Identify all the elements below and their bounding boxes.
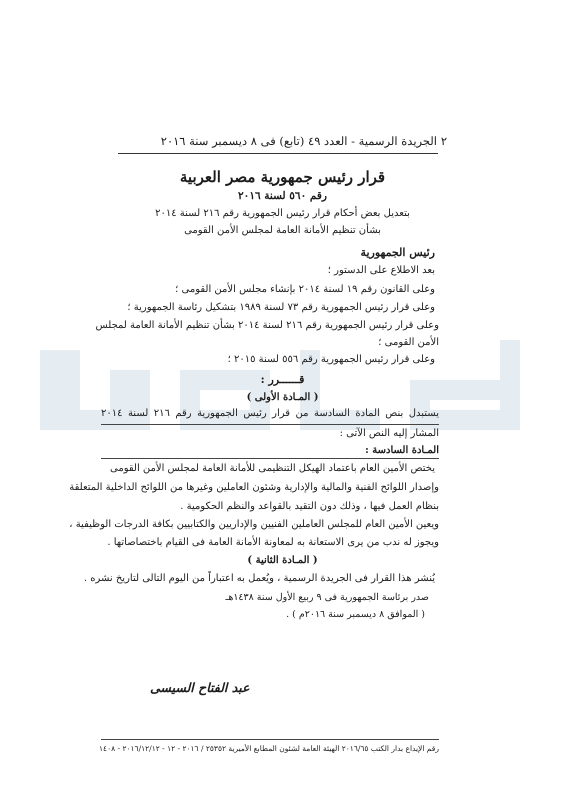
article-6-line: وإصدار اللوائح الفنية والمالية والإدارية وشئون العاملين وغيرها من اللوائح الداخلية المتعلقة <box>69 482 439 493</box>
decree-number: رقم ٥٦٠ لسنة ٢٠١٦ <box>238 190 327 202</box>
article-6-subheading: المـادة السادسة : <box>365 445 439 456</box>
article-2-heading: ( المـادة الثانية ) <box>247 555 318 566</box>
issued-line: ( الموافق ٨ ديسمبر سنة ٢٠١٦م ) . <box>286 609 425 620</box>
preamble-line: بعد الاطلاع على الدستور ؛ <box>327 265 435 276</box>
footer-deposit-number: رقم الإيداع بدار الكتب ٢٠١٦/٦٥ الهيئة العامة لشئون المطابع الأميرية ٢٥٣٥٢ / ٢٠١٦ - ١٢ - ٢٠١٦/١٢/١٢ - ١٤٠٨ <box>99 744 439 753</box>
article-1-heading: ( المـادة الأولى ) <box>246 392 319 403</box>
signature: عبد الفتاح السيسى <box>150 680 250 695</box>
header-rule <box>118 153 438 154</box>
article-2-text: يُنشر هذا القرار فى الجريدة الرسمية ، ويُعمل به اعتباراً من اليوم التالى لتاريخ نشره . <box>83 573 435 584</box>
running-head-text: الجريدة الرسمية - العدد ٤٩ (تابع) فى ٨ ديسمبر سنة ٢٠١٦ <box>160 134 437 148</box>
article-1-line: يستبدل بنص المادة السادسة من قرار رئيس الجمهورية رقم ٢١٦ لسنة ٢٠١٤ <box>101 408 439 419</box>
decree-title: قرار رئيس جمهورية مصر العربية <box>179 168 386 186</box>
underline-rule <box>101 458 439 459</box>
running-header <box>117 134 447 148</box>
underline-rule <box>101 424 439 425</box>
article-6-line: ويعين الأمين العام للمجلس العاملين الفنيين والإداريين والكتابيين بكافة الدرجات الوظيفية ، <box>69 519 439 530</box>
article-6-line: ويجوز له ندب من يرى الاستعانة به لمعاونة الأمانة العامة فى القيام باختصاصاتها . <box>107 537 439 548</box>
preamble-line: وعلى قرار رئيس الجمهورية رقم ٢١٦ لسنة ٢٠١٤ بشأن تنظيم الأمانة العامة لمجلس <box>95 320 439 331</box>
issued-line: صدر برئاسة الجمهورية فى ٩ ربيع الأول سنة ١٤٣٨هـ <box>225 592 429 603</box>
preamble-line: وعلى القانون رقم ١٩ لسنة ٢٠١٤ بإنشاء مجلس الأمن القومى ؛ <box>175 284 435 295</box>
preamble-line: وعلى قرار رئيس الجمهورية رقم ٧٣ لسنة ١٩٨٩ بتشكيل رئاسة الجمهورية ؛ <box>127 302 435 313</box>
preamble-line: الأمن القومى ؛ <box>378 337 439 348</box>
decree-subject-line: بشأن تنظيم الأمانة العامة لمجلس الأمن القومى <box>184 225 381 236</box>
article-6-line: يختص الأمين العام باعتماد الهيكل التنظيمى للأمانة العامة لمجلس الأمن القومى <box>110 463 435 474</box>
article-1-line: المشار إليه النص الآتى : <box>339 428 439 439</box>
decree-subject-line: بتعديل بعض أحكام قرار رئيس الجمهورية رقم ٢١٦ لسنة ٢٠١٤ <box>155 208 410 219</box>
preamble-line: وعلى قرار رئيس الجمهورية رقم ٥٥٦ لسنة ٢٠١٥ ؛ <box>227 354 435 365</box>
president-heading: رئيس الجمهورية <box>360 246 435 259</box>
footer-rule <box>101 739 439 740</box>
page-number: ٢ <box>440 134 447 148</box>
decided-heading: قــــــرر : <box>260 373 305 386</box>
article-6-line: بنظام العمل فيها ، وذلك دون التقيد بالقواعد والنظم الحكومية . <box>180 501 439 512</box>
